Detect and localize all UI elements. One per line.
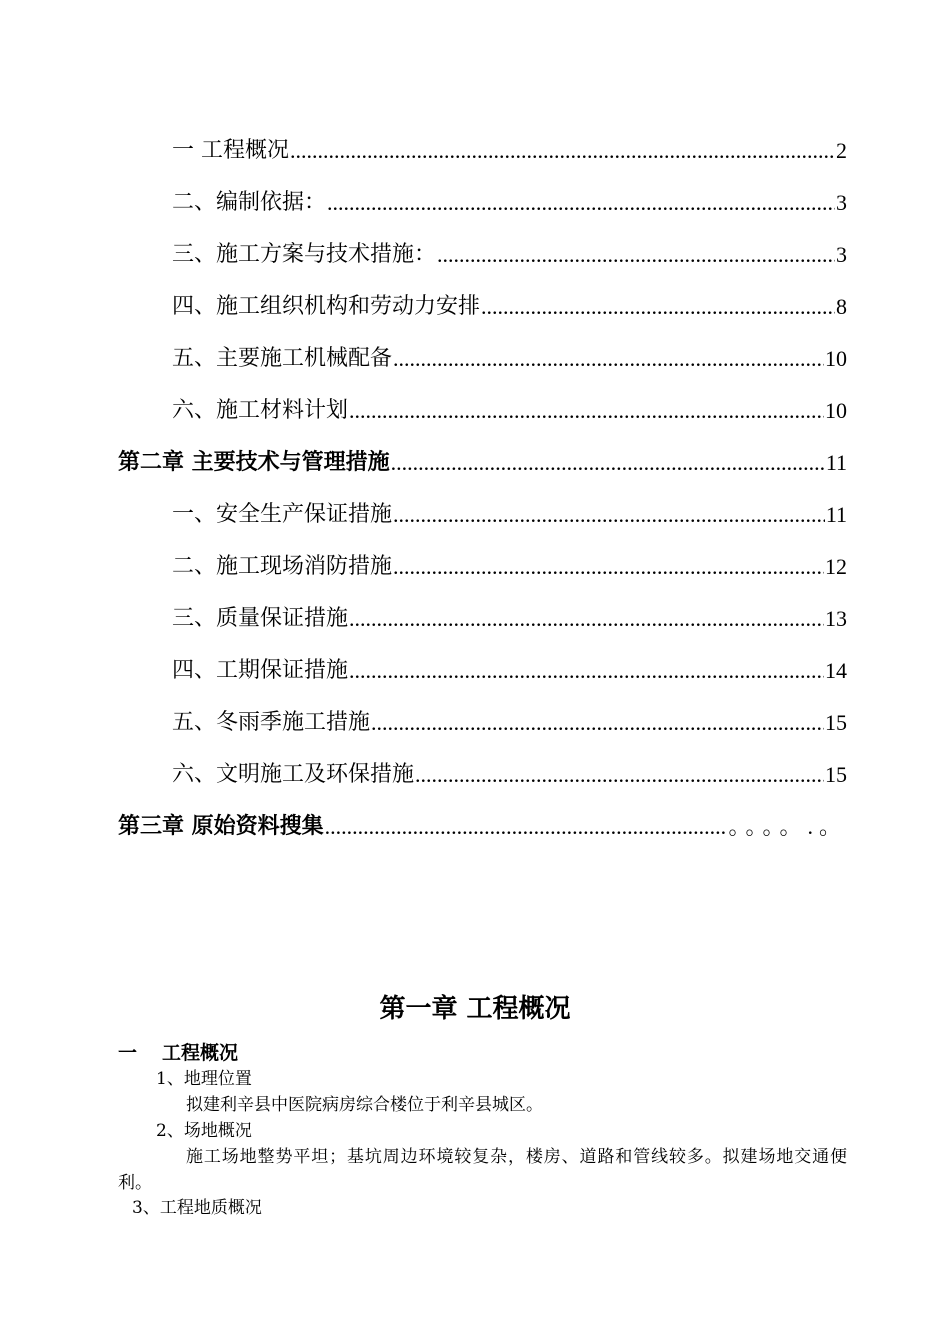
toc-dot-leader <box>349 604 824 634</box>
toc-entry-page: 。。。。.。 <box>728 814 847 839</box>
toc-entry-title: 第二章 主要技术与管理措施 <box>118 450 390 475</box>
toc-entry-page: 8 <box>836 294 847 319</box>
item-label-site: 2、场地概况 <box>156 1121 252 1141</box>
toc-dot-leader <box>325 812 728 842</box>
toc-dot-leader <box>349 656 824 686</box>
toc-dot-leader <box>371 708 824 738</box>
toc-entry-page: 11 <box>825 502 847 527</box>
toc-dot-leader <box>290 136 835 166</box>
item-label-geology: 3、工程地质概况 <box>132 1198 262 1218</box>
toc-entry[interactable] <box>172 602 847 634</box>
toc-entry-page: 12 <box>825 554 847 579</box>
toc-entry-title: 一、安全生产保证措施 <box>172 502 393 527</box>
toc-entry[interactable] <box>172 290 847 322</box>
toc-entry-title: 三、施工方案与技术措施： <box>172 242 437 267</box>
toc-entry[interactable] <box>172 342 847 374</box>
toc-entry-title: 第三章 原始资料搜集 <box>118 814 324 839</box>
toc-dot-leader <box>415 760 824 790</box>
toc-entry-page: 3 <box>836 242 847 267</box>
toc-entry-title: 五、冬雨季施工措施 <box>172 710 371 735</box>
toc-entry-title: 二、施工现场消防措施 <box>172 554 393 579</box>
item-label-location: 1、地理位置 <box>156 1069 252 1089</box>
toc-entry-page: 13 <box>825 606 847 631</box>
toc-entry-title: 四、施工组织机构和劳动力安排 <box>172 294 481 319</box>
toc-entry-title: 三、质量保证措施 <box>172 606 349 631</box>
toc-entry-title: 四、工期保证措施 <box>172 658 349 683</box>
chapter-title: 第一章 工程概况 <box>379 994 571 1024</box>
toc-entry-page: 2 <box>836 138 847 163</box>
toc-entry-page: 3 <box>836 190 847 215</box>
toc-dot-leader <box>391 448 825 478</box>
section-title: 工程概况 <box>162 1042 239 1064</box>
toc-dot-leader <box>393 500 825 530</box>
toc-entry[interactable] <box>172 550 847 582</box>
toc-entry-title: 二、编制依据： <box>172 190 327 215</box>
toc-entry-page: 15 <box>825 762 847 787</box>
toc-entry[interactable] <box>172 186 847 218</box>
toc-entry-title: 六、施工材料计划 <box>172 398 349 423</box>
toc-chapter-entry[interactable] <box>118 810 847 842</box>
toc-entry-page: 14 <box>825 658 847 683</box>
toc-entry[interactable] <box>172 238 847 270</box>
toc-chapter-entry[interactable] <box>118 446 847 478</box>
item-text-location: 拟建利辛县中医院病房综合楼位于利辛县城区。 <box>186 1095 543 1115</box>
toc-entry-page: 10 <box>825 346 847 371</box>
toc-entry[interactable] <box>172 706 847 738</box>
section-heading <box>118 1040 238 1066</box>
section-number: 一 <box>118 1042 138 1064</box>
toc-entry-title: 一 工程概况 <box>172 138 289 163</box>
toc-dot-leader <box>437 240 835 270</box>
toc-entry[interactable] <box>172 498 847 530</box>
toc-entry-title: 五、主要施工机械配备 <box>172 346 393 371</box>
toc-dot-leader <box>349 396 824 426</box>
toc-dot-leader <box>481 292 835 322</box>
item-text-site: 施工场地整势平坦；基坑周边环境较复杂，楼房、道路和管线较多。拟建场地交通便利。 <box>118 1147 847 1193</box>
toc-dot-leader <box>393 344 824 374</box>
toc-dot-leader <box>393 552 824 582</box>
toc-dot-leader <box>327 188 835 218</box>
toc-entry[interactable] <box>172 134 847 166</box>
toc-entry-title: 六、文明施工及环保措施 <box>172 762 415 787</box>
toc-entry-page: 11 <box>825 450 847 475</box>
toc-entry-page: 15 <box>825 710 847 735</box>
toc-entry-page: 10 <box>825 398 847 423</box>
toc-entry[interactable] <box>172 394 847 426</box>
toc-entry[interactable] <box>172 758 847 790</box>
toc-entry[interactable] <box>172 654 847 686</box>
